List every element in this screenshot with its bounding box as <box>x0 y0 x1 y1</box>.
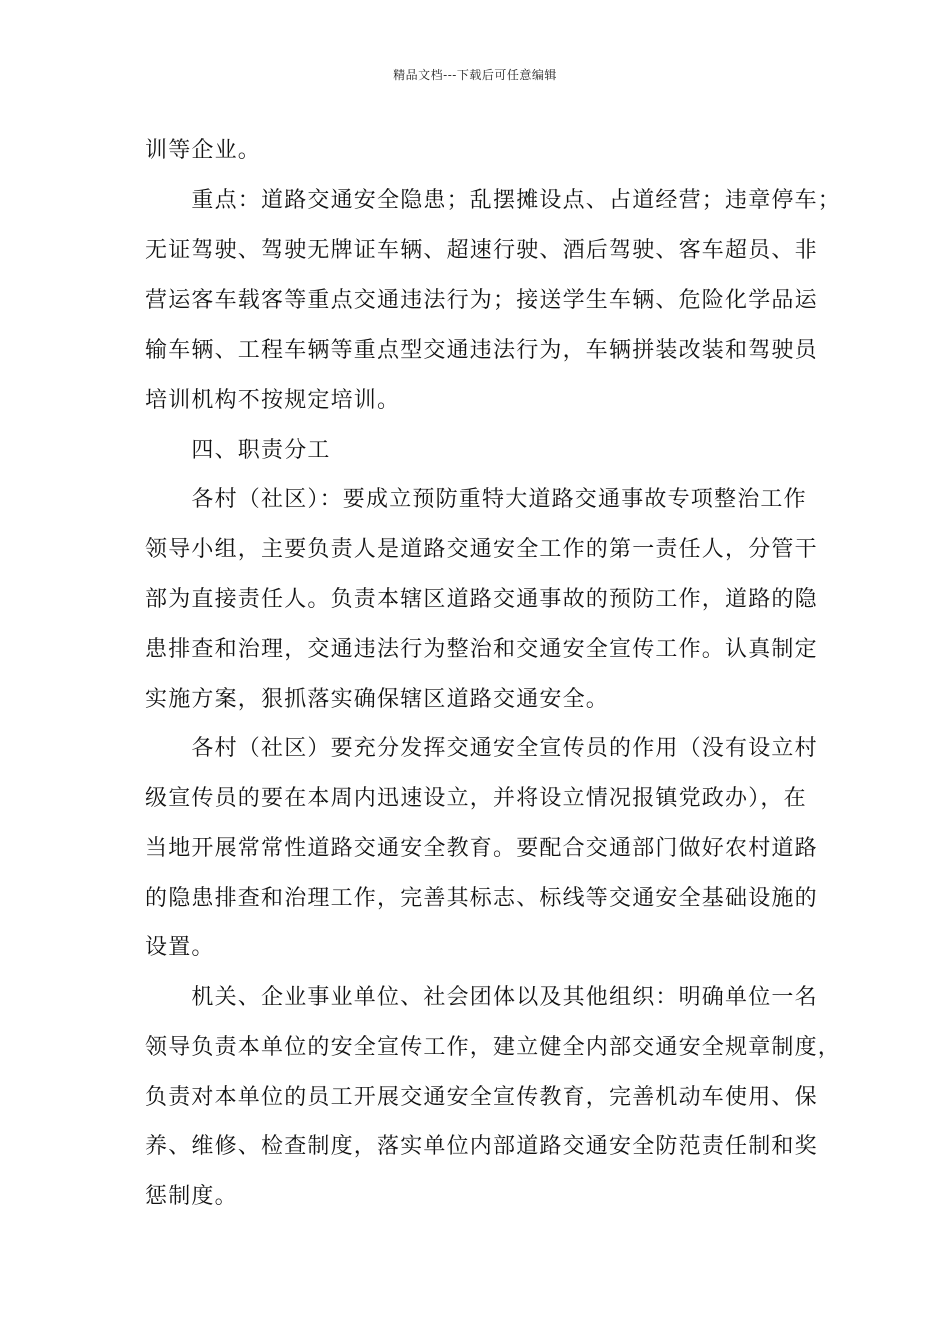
body-line: 营运客车载客等重点交通违法行为；接送学生车辆、危险化学品运 <box>145 288 818 313</box>
body-line: 养、维修、检查制度，落实单位内部道路交通安全防范责任制和奖 <box>145 1134 818 1159</box>
body-line: 重点：道路交通安全隐患；乱摆摊设点、占道经营；违章停车； <box>145 188 842 213</box>
body-line: 的隐患排查和治理工作，完善其标志、标线等交通安全基础设施的 <box>145 886 818 911</box>
body-line: 机关、企业事业单位、社会团体以及其他组织：明确单位一名 <box>145 985 818 1010</box>
body-line: 部为直接责任人。负责本辖区道路交通事故的预防工作，道路的隐 <box>145 587 818 612</box>
body-line: 训等企业。 <box>145 138 262 163</box>
page-header: 精品文档---下载后可任意编辑 <box>393 68 557 82</box>
body-line: 各村（社区）：要成立预防重特大道路交通事故专项整治工作 <box>145 487 807 512</box>
body-line: 患排查和治理，交通违法行为整治和交通安全宣传工作。认真制定 <box>145 637 818 662</box>
body-line: 设置。 <box>145 935 215 960</box>
body-line: 实施方案，狠抓落实确保辖区道路交通安全。 <box>145 687 610 712</box>
body-line: 惩制度。 <box>145 1184 238 1209</box>
body-line: 当地开展常常性道路交通安全教育。要配合交通部门做好农村道路 <box>145 836 818 861</box>
body-line: 培训机构不按规定培训。 <box>145 388 401 413</box>
body-line: 输车辆、工程车辆等重点型交通违法行为，车辆拼装改装和驾驶员 <box>145 338 818 363</box>
body-line: 负责对本单位的员工开展交通安全宣传教育，完善机动车使用、保 <box>145 1085 818 1110</box>
body-line: 级宣传员的要在本周内迅速设立，并将设立情况报镇党政办），在 <box>145 786 807 811</box>
body-line: 领导负责本单位的安全宣传工作，建立健全内部交通安全规章制度， <box>145 1035 842 1060</box>
body-line: 各村（社区）要充分发挥交通安全宣传员的作用（没有设立村 <box>145 736 818 761</box>
section-heading: 四、职责分工 <box>145 438 331 463</box>
body-line: 无证驾驶、驾驶无牌证车辆、超速行驶、酒后驾驶、客车超员、非 <box>145 238 818 263</box>
body-line: 领导小组，主要负责人是道路交通安全工作的第一责任人，分管干 <box>145 537 818 562</box>
